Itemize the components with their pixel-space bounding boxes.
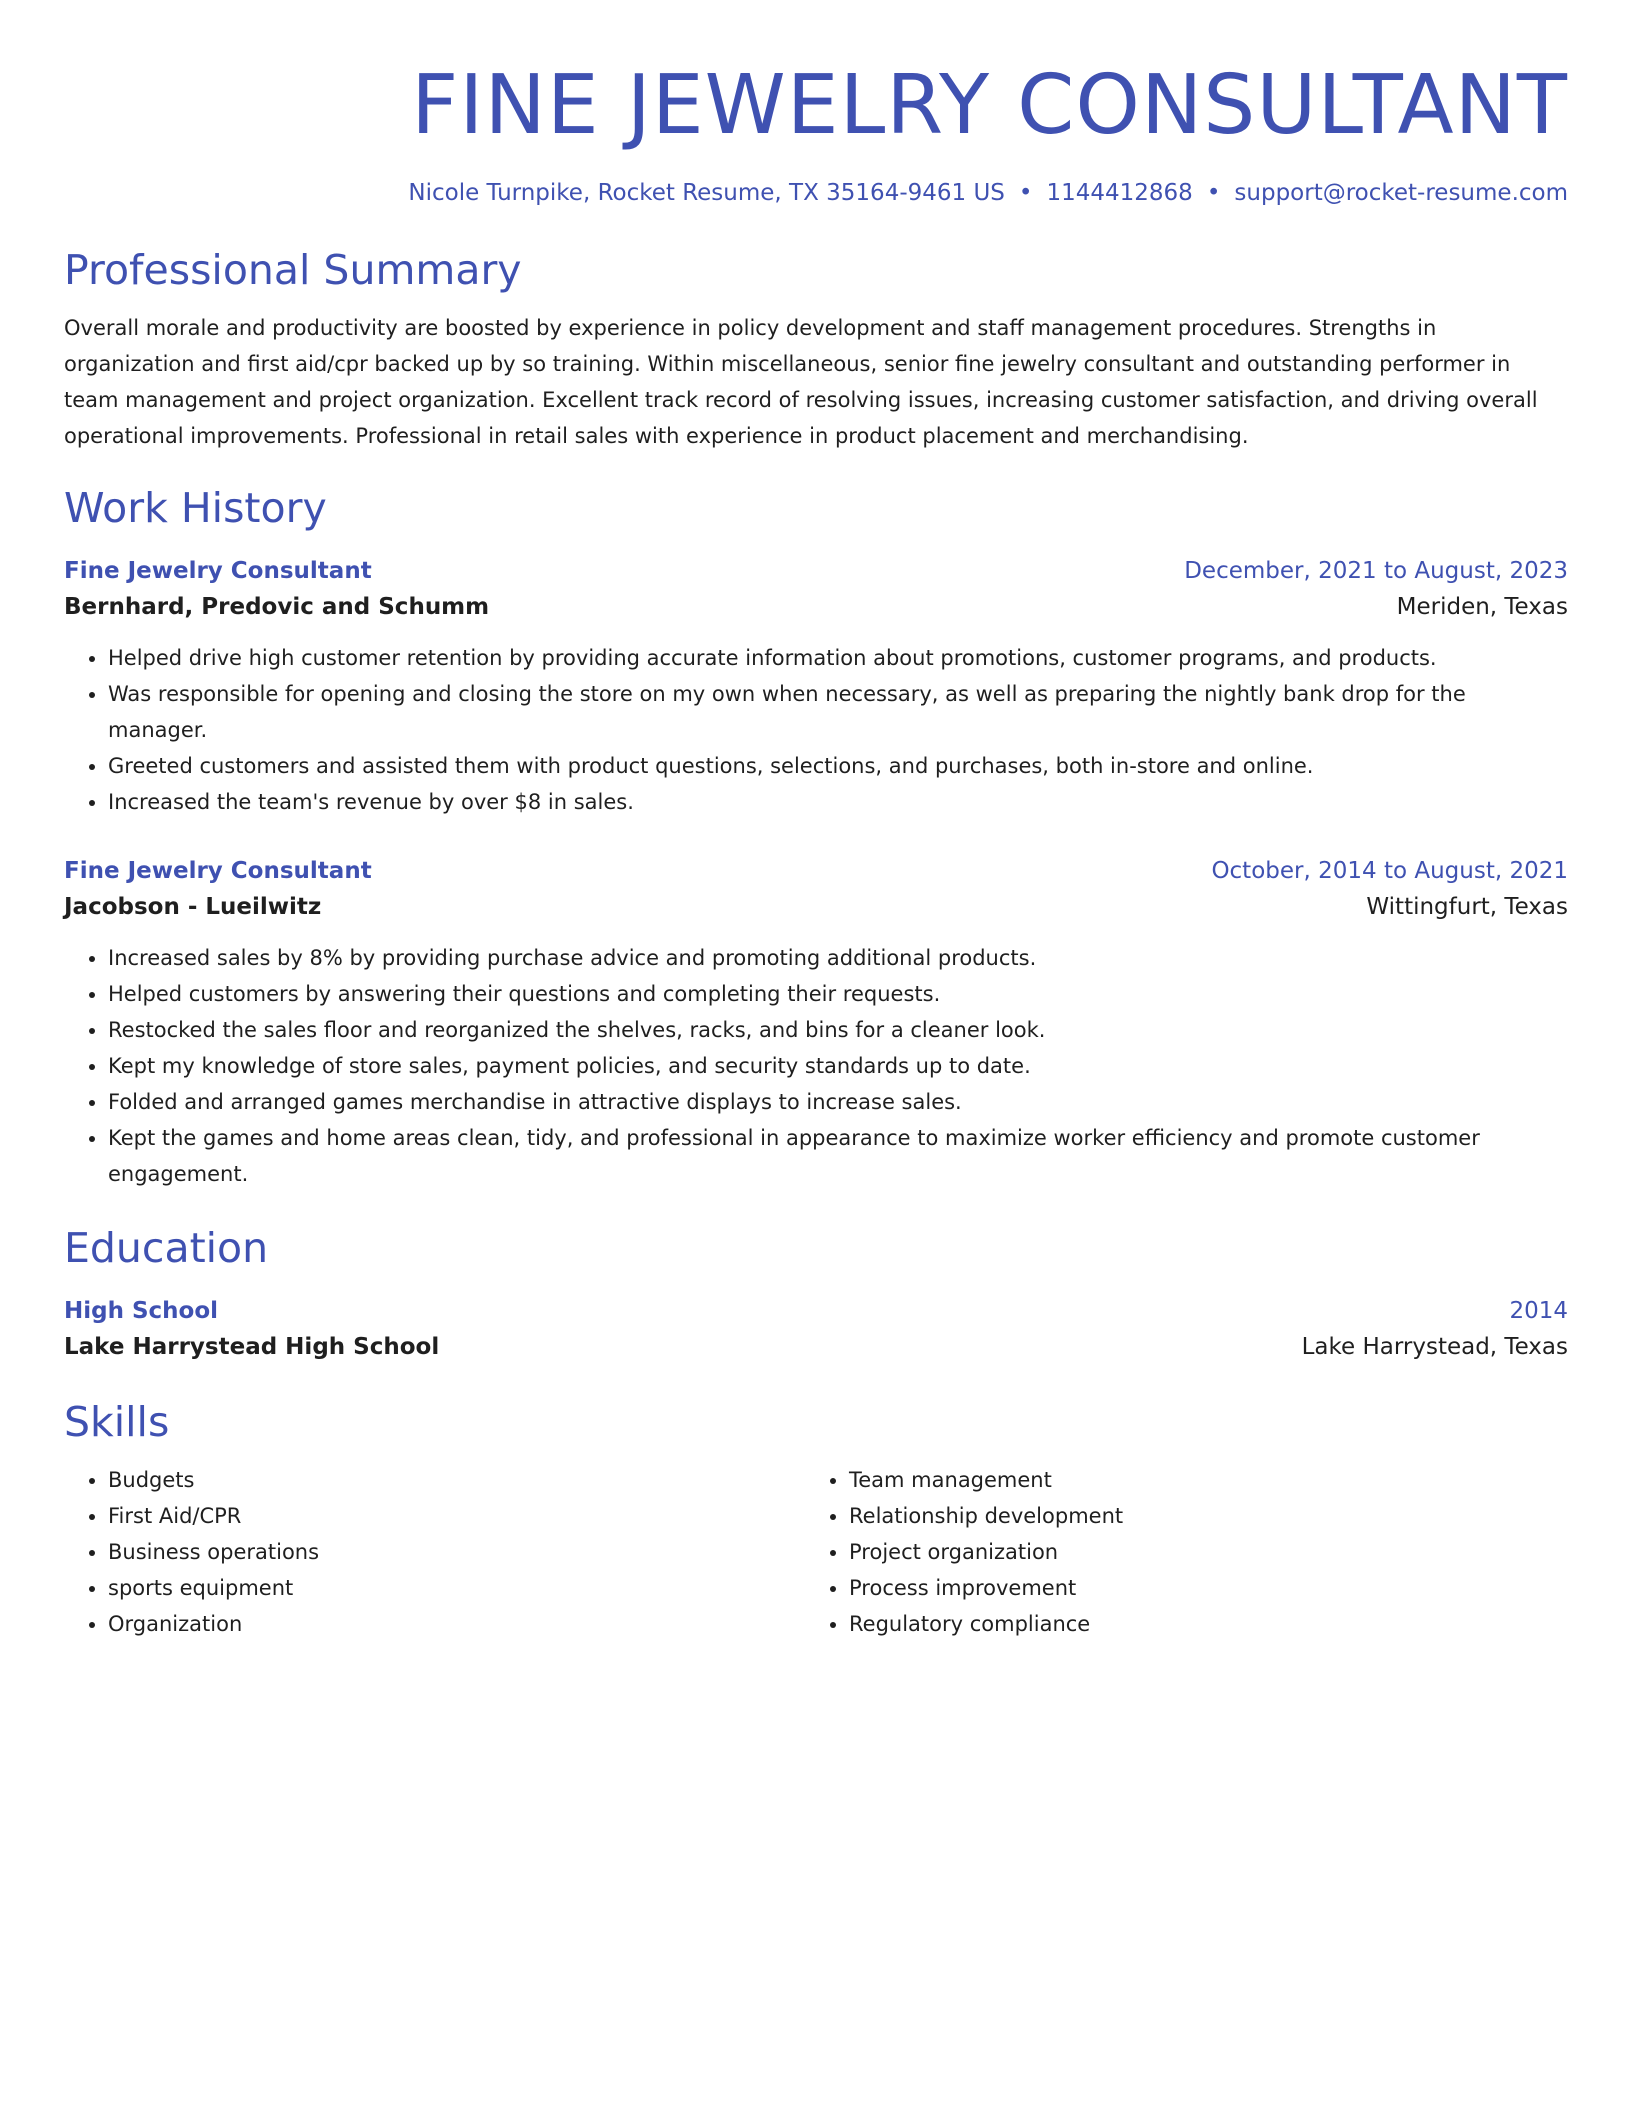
skill-item: • Relationship development <box>849 1498 1546 1534</box>
job-bullets <box>64 940 1568 1192</box>
resume-header <box>64 56 1568 208</box>
contact-phone: 1144412868 <box>1046 180 1193 206</box>
skill-item: • Team management <box>849 1462 1546 1498</box>
education-year: 2014 <box>1509 1298 1568 1324</box>
job-bullet: • Was responsible for opening and closing the store on my own when necessary, as well as preparing the nightly bank drop for the manager. <box>108 676 1568 748</box>
contact-email: support@rocket-resume.com <box>1234 180 1568 206</box>
contact-line <box>64 178 1568 208</box>
job-bullet: • Greeted customers and assisted them with product questions, selections, and purchases, both in-store and online. <box>108 748 1568 784</box>
resume-title: FINE JEWELRY CONSULTANT <box>411 58 1568 153</box>
job-title: Fine Jewelry Consultant <box>64 558 372 584</box>
job-bullet: • Kept the games and home areas clean, tidy, and professional in appearance to maximize worker efficiency and promote customer engagement. <box>108 1120 1568 1192</box>
job-dates: December, 2021 to August, 2023 <box>1184 558 1568 584</box>
job-bullet: • Increased sales by 8% by providing purchase advice and promoting additional products. <box>108 940 1568 976</box>
skill-item: • Organization <box>108 1606 805 1642</box>
job-title: Fine Jewelry Consultant <box>64 858 372 884</box>
work-history-heading: Work History <box>64 484 327 532</box>
skills-column-left <box>64 1462 805 1642</box>
education-entry <box>64 1294 1568 1366</box>
job-bullets <box>64 640 1568 820</box>
job-bullet: • Kept my knowledge of store sales, payment policies, and security standards up to date. <box>108 1048 1568 1084</box>
skill-item: • Budgets <box>108 1462 805 1498</box>
education-school: Lake Harrystead High School <box>64 1334 440 1360</box>
skill-item: • Regulatory compliance <box>849 1606 1546 1642</box>
skills-grid <box>64 1462 1568 1642</box>
skill-item: • Process improvement <box>849 1570 1546 1606</box>
job-location: Meriden, Texas <box>1396 594 1568 620</box>
job-entry <box>64 554 1568 820</box>
job-bullet: • Restocked the sales floor and reorganized the shelves, racks, and bins for a cleaner look. <box>108 1012 1568 1048</box>
skills-heading: Skills <box>64 1398 170 1446</box>
contact-address: Nicole Turnpike, Rocket Resume, TX 35164-9461 US <box>408 180 1005 206</box>
job-company: Jacobson - Lueilwitz <box>64 894 322 920</box>
skill-item: • First Aid/CPR <box>108 1498 805 1534</box>
summary-heading: Professional Summary <box>64 246 522 294</box>
job-dates: October, 2014 to August, 2021 <box>1211 858 1568 884</box>
skill-item: • sports equipment <box>108 1570 805 1606</box>
job-bullet: • Helped customers by answering their questions and completing their requests. <box>108 976 1568 1012</box>
skills-column-right <box>805 1462 1546 1642</box>
summary-text: Overall morale and productivity are boosted by experience in policy development and staff management procedures. Strengths in organization and first aid/cpr backed up by so training. Within miscellaneous, senior fine jewelry consultant and outstanding performer in team management and project organization. Excellent track record of resolving issues, increasing customer satisfaction, and driving overall operational improvements. Professional in retail sales with experience in product placement and merchandising. <box>64 316 1538 448</box>
job-entry <box>64 854 1568 1192</box>
education-degree: High School <box>64 1298 219 1324</box>
education-location: Lake Harrystead, Texas <box>1301 1334 1568 1360</box>
education-heading: Education <box>64 1224 269 1272</box>
job-bullet: • Helped drive high customer retention by providing accurate information about promotions, customer programs, and products. <box>108 640 1568 676</box>
job-location: Wittingfurt, Texas <box>1366 894 1568 920</box>
job-bullet: • Increased the team's revenue by over $8 in sales. <box>108 784 1568 820</box>
job-company: Bernhard, Predovic and Schumm <box>64 594 490 620</box>
skill-item: • Project organization <box>849 1534 1546 1570</box>
skill-item: • Business operations <box>108 1534 805 1570</box>
contact-separator: • <box>1018 180 1033 206</box>
job-bullet: • Folded and arranged games merchandise in attractive displays to increase sales. <box>108 1084 1568 1120</box>
contact-separator: • <box>1206 180 1221 206</box>
